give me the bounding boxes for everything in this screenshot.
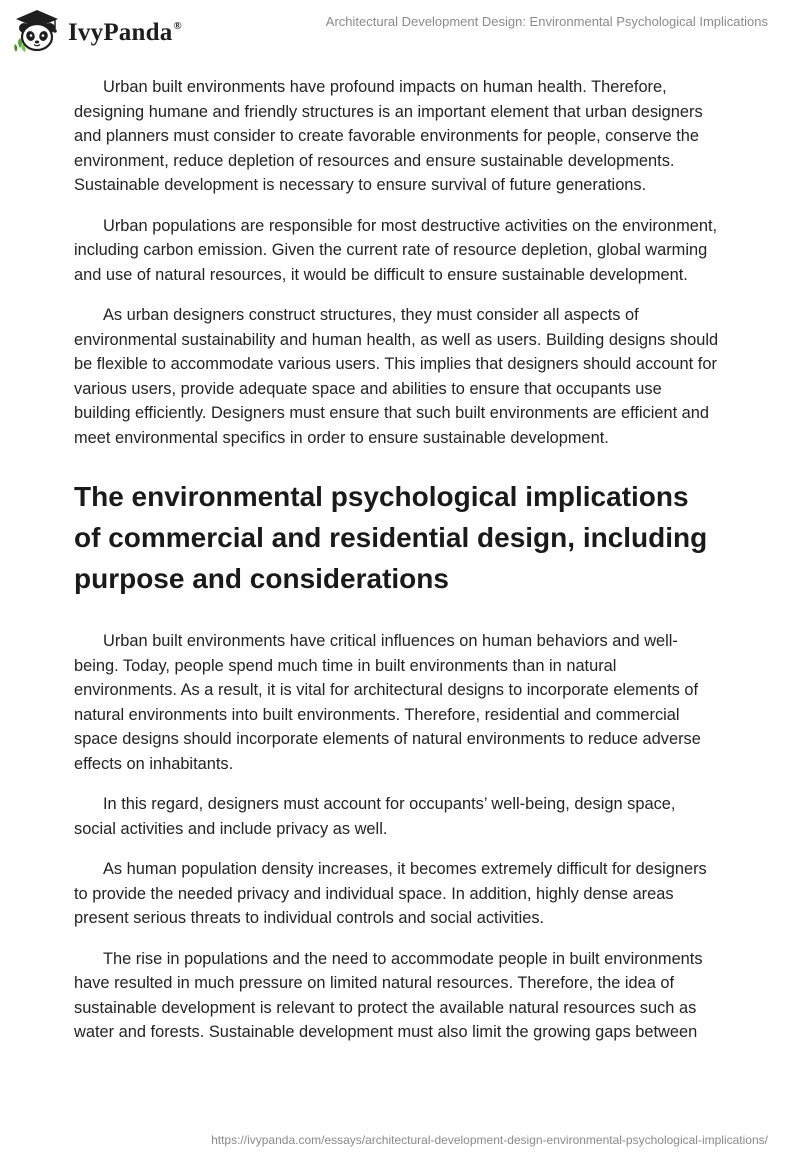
ivypanda-logo[interactable] — [12, 8, 182, 54]
page-header — [0, 0, 800, 60]
paragraph: The rise in populations and the need to accommodate people in built environments have resulted in much pressure on limited natural resources. Therefore, the idea of sustainable development is relevant to protect the available natural resources such as water and forests. Sustainable development must also limit the growing gaps between — [74, 949, 703, 1041]
source-url-link[interactable]: https://ivypanda.com/essays/architectural-development-design-environmental-psychological-implications/ — [211, 1133, 768, 1147]
logo-wordmark: IvyPanda® — [68, 19, 182, 46]
paragraph: As human population density increases, it becomes extremely difficult for designers to provide the needed privacy and individual space. In addition, highly dense areas present serious threats to individual controls and social activities. — [74, 860, 707, 927]
paragraph: As urban designers construct structures, they must consider all aspects of environmental sustainability and human health, as well as users. Building designs should be flexible to accommodate various users. This implies that designers should account for various users, provide adequate space and abilities to ensure that occupants use building efficiently. Designers must ensure that such built environments are efficient and meet environmental specifics in order to ensure sustainable development. — [74, 306, 719, 447]
section-heading: The environmental psychological implications of commercial and residential design, including purpose and considerations — [74, 481, 708, 594]
panda-graduate-icon — [12, 8, 62, 54]
paragraph: Urban populations are responsible for most destructive activities on the environment, including carbon emission. Given the current rate of resource depletion, global warming and use of natural resources, it would be difficult to ensure sustainable development. — [74, 216, 718, 284]
paragraph: In this regard, designers must account for occupants’ well-being, design space, social activities and include privacy as well. — [74, 795, 676, 838]
document-title: Architectural Development Design: Environmental Psychological Implications — [325, 14, 768, 29]
essay-body — [74, 75, 720, 1061]
paragraph: Urban built environments have profound impacts on human health. Therefore, designing humane and friendly structures is an important element that urban designers and planners must consider to create favorable environments for people, conserve the environment, reduce depletion of resources and ensure sustainable developments. Sustainable development is necessary to ensure survival of future generations. — [74, 78, 703, 194]
paragraph: Urban built environments have critical influences on human behaviors and well-being. Today, people spend much time in built environments than in natural environments. As a result, it is vital for architectural designs to incorporate elements of natural environments into built environments. Therefore, residential and commercial space designs should incorporate elements of natural environments to reduce adverse effects on inhabitants. — [74, 632, 701, 773]
registered-mark: ® — [173, 19, 182, 32]
